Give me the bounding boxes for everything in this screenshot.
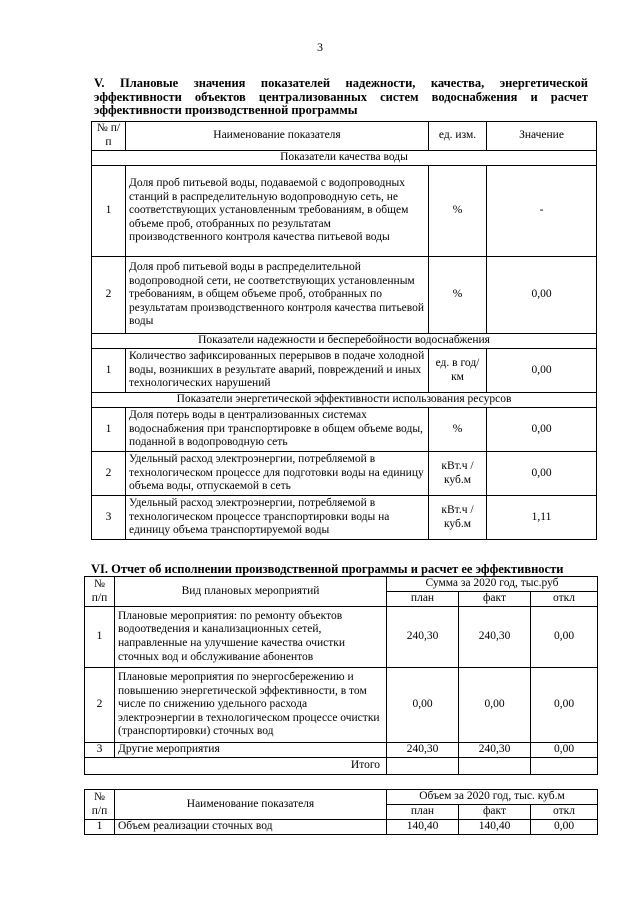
row-unit: % <box>429 257 487 334</box>
header-name: Вид плановых мероприятий <box>115 577 387 607</box>
group-row <box>92 393 597 408</box>
page-number: 3 <box>317 40 323 54</box>
volume-table <box>84 789 598 835</box>
row-dev: 0,00 <box>531 668 598 743</box>
table-row <box>92 408 597 452</box>
row-plan: 240,30 <box>387 607 459 668</box>
row-dev: 0,00 <box>531 607 598 668</box>
table-row <box>85 607 598 668</box>
row-num: 2 <box>85 668 115 743</box>
row-dev: 0,00 <box>531 743 598 758</box>
group-title: Показатели качества воды <box>92 151 597 166</box>
header-plan: план <box>387 805 459 820</box>
row-name: Количество зафиксированных перерывов в подаче холодной воды, возникших в результате аварий, повреждений и иных технологических нарушений <box>126 349 429 393</box>
header-num: № п/п <box>85 577 115 607</box>
row-unit: % <box>429 408 487 452</box>
row-name: Доля потерь воды в централизованных системах водоснабжения при транспортировке в общем объеме воды, поданной в водопроводную сеть <box>126 408 429 452</box>
table-row <box>92 349 597 393</box>
total-dev <box>531 758 598 775</box>
row-value: 0,00 <box>487 408 597 452</box>
header-unit: ед. изм. <box>429 122 487 151</box>
row-num: 1 <box>85 820 115 835</box>
header-fact: факт <box>459 592 531 607</box>
row-dev: 0,00 <box>531 820 598 835</box>
row-name: Объем реализации сточных вод <box>115 820 387 835</box>
row-fact: 0,00 <box>459 668 531 743</box>
group-title: Показатели надежности и бесперебойности водоснабжения <box>92 334 597 349</box>
table-row <box>85 820 598 835</box>
header-num: № п/п <box>85 790 115 820</box>
row-plan: 140,40 <box>387 820 459 835</box>
table-row <box>92 257 597 334</box>
row-unit: % <box>429 166 487 257</box>
header-fact: факт <box>459 805 531 820</box>
table-row <box>85 743 598 758</box>
group-row <box>92 334 597 349</box>
row-unit: ед. в год/ км <box>429 349 487 393</box>
row-value: 0,00 <box>487 257 597 334</box>
row-fact: 140,40 <box>459 820 531 835</box>
header-name: Наименование показателя <box>126 122 429 151</box>
table-row <box>85 668 598 743</box>
header-sum: Сумма за 2020 год, тыс.руб <box>387 577 598 592</box>
group-row <box>92 151 597 166</box>
row-name: Удельный расход электроэнергии, потребляемой в технологическом процессе для подготовки воды на единицу объема воды, отпускаемой в сеть <box>126 452 429 496</box>
row-name: Доля проб питьевой воды, подаваемой с водопроводных станций в распределительную водопроводную сеть, не соответствующих установленным требованиям, в общем объеме проб, отобранных по результатам производственного контроля качества питьевой воды <box>126 166 429 257</box>
row-fact: 240,30 <box>459 743 531 758</box>
total-row <box>85 758 598 775</box>
row-num: 3 <box>85 743 115 758</box>
row-value: 0,00 <box>487 452 597 496</box>
row-plan: 240,30 <box>387 743 459 758</box>
row-plan: 0,00 <box>387 668 459 743</box>
row-name: Плановые мероприятия: по ремонту объектов водоотведения и канализационных сетей, направленные на улучшение качества очистки сточных вод и обслуживание абонентов <box>115 607 387 668</box>
row-num: 2 <box>92 257 126 334</box>
row-value: 0,00 <box>487 349 597 393</box>
indicators-table <box>91 121 597 540</box>
header-plan: план <box>387 592 459 607</box>
total-plan <box>387 758 459 775</box>
table-row <box>92 166 597 257</box>
table-header-row <box>85 790 598 805</box>
header-num: № п/п <box>92 122 126 151</box>
table-header-row <box>85 577 598 592</box>
header-name: Наименование показателя <box>115 790 387 820</box>
row-unit: кВт.ч / куб.м <box>429 452 487 496</box>
row-fact: 240,30 <box>459 607 531 668</box>
row-unit: кВт.ч / куб.м <box>429 496 487 540</box>
group-title: Показатели энергетической эффективности использования ресурсов <box>92 393 597 408</box>
total-fact <box>459 758 531 775</box>
row-num: 2 <box>92 452 126 496</box>
row-name: Плановые мероприятия по энергосбережению и повышению энергетической эффективности, в том числе по снижению удельного расхода электроэнергии в технологическом процессе очистки (транспортировки) сточных вод <box>115 668 387 743</box>
table-row <box>92 452 597 496</box>
table-row <box>92 496 597 540</box>
row-value: - <box>487 166 597 257</box>
section-6-title: VI. Отчет об исполнении производственной программы и расчет ее эффективности <box>91 562 564 576</box>
row-num: 1 <box>92 349 126 393</box>
program-report-table <box>84 576 598 775</box>
row-num: 1 <box>85 607 115 668</box>
section-5-title: V. Плановые значения показателей надежности, качества, энергетической эффективности объектов централизованных систем водоснабжения и расчет эффективности производственной программы <box>94 76 588 117</box>
row-num: 1 <box>92 166 126 257</box>
header-dev: откл <box>531 805 598 820</box>
row-name: Доля проб питьевой воды в распределительной водопроводной сети, не соответствующих установленным требованиям, в общем объеме проб, отобранных по результатам производственного контроля качества питьевой воды <box>126 257 429 334</box>
row-num: 3 <box>92 496 126 540</box>
header-volume: Объем за 2020 год, тыс. куб.м <box>387 790 598 805</box>
total-label: Итого <box>85 758 387 775</box>
table-header-row <box>92 122 597 151</box>
row-name: Другие мероприятия <box>115 743 387 758</box>
row-num: 1 <box>92 408 126 452</box>
header-dev: откл <box>531 592 598 607</box>
header-value: Значение <box>487 122 597 151</box>
row-value: 1,11 <box>487 496 597 540</box>
row-name: Удельный расход электроэнергии, потребляемой в технологическом процессе транспортировки воды на единицу объема транспортируемой воды <box>126 496 429 540</box>
